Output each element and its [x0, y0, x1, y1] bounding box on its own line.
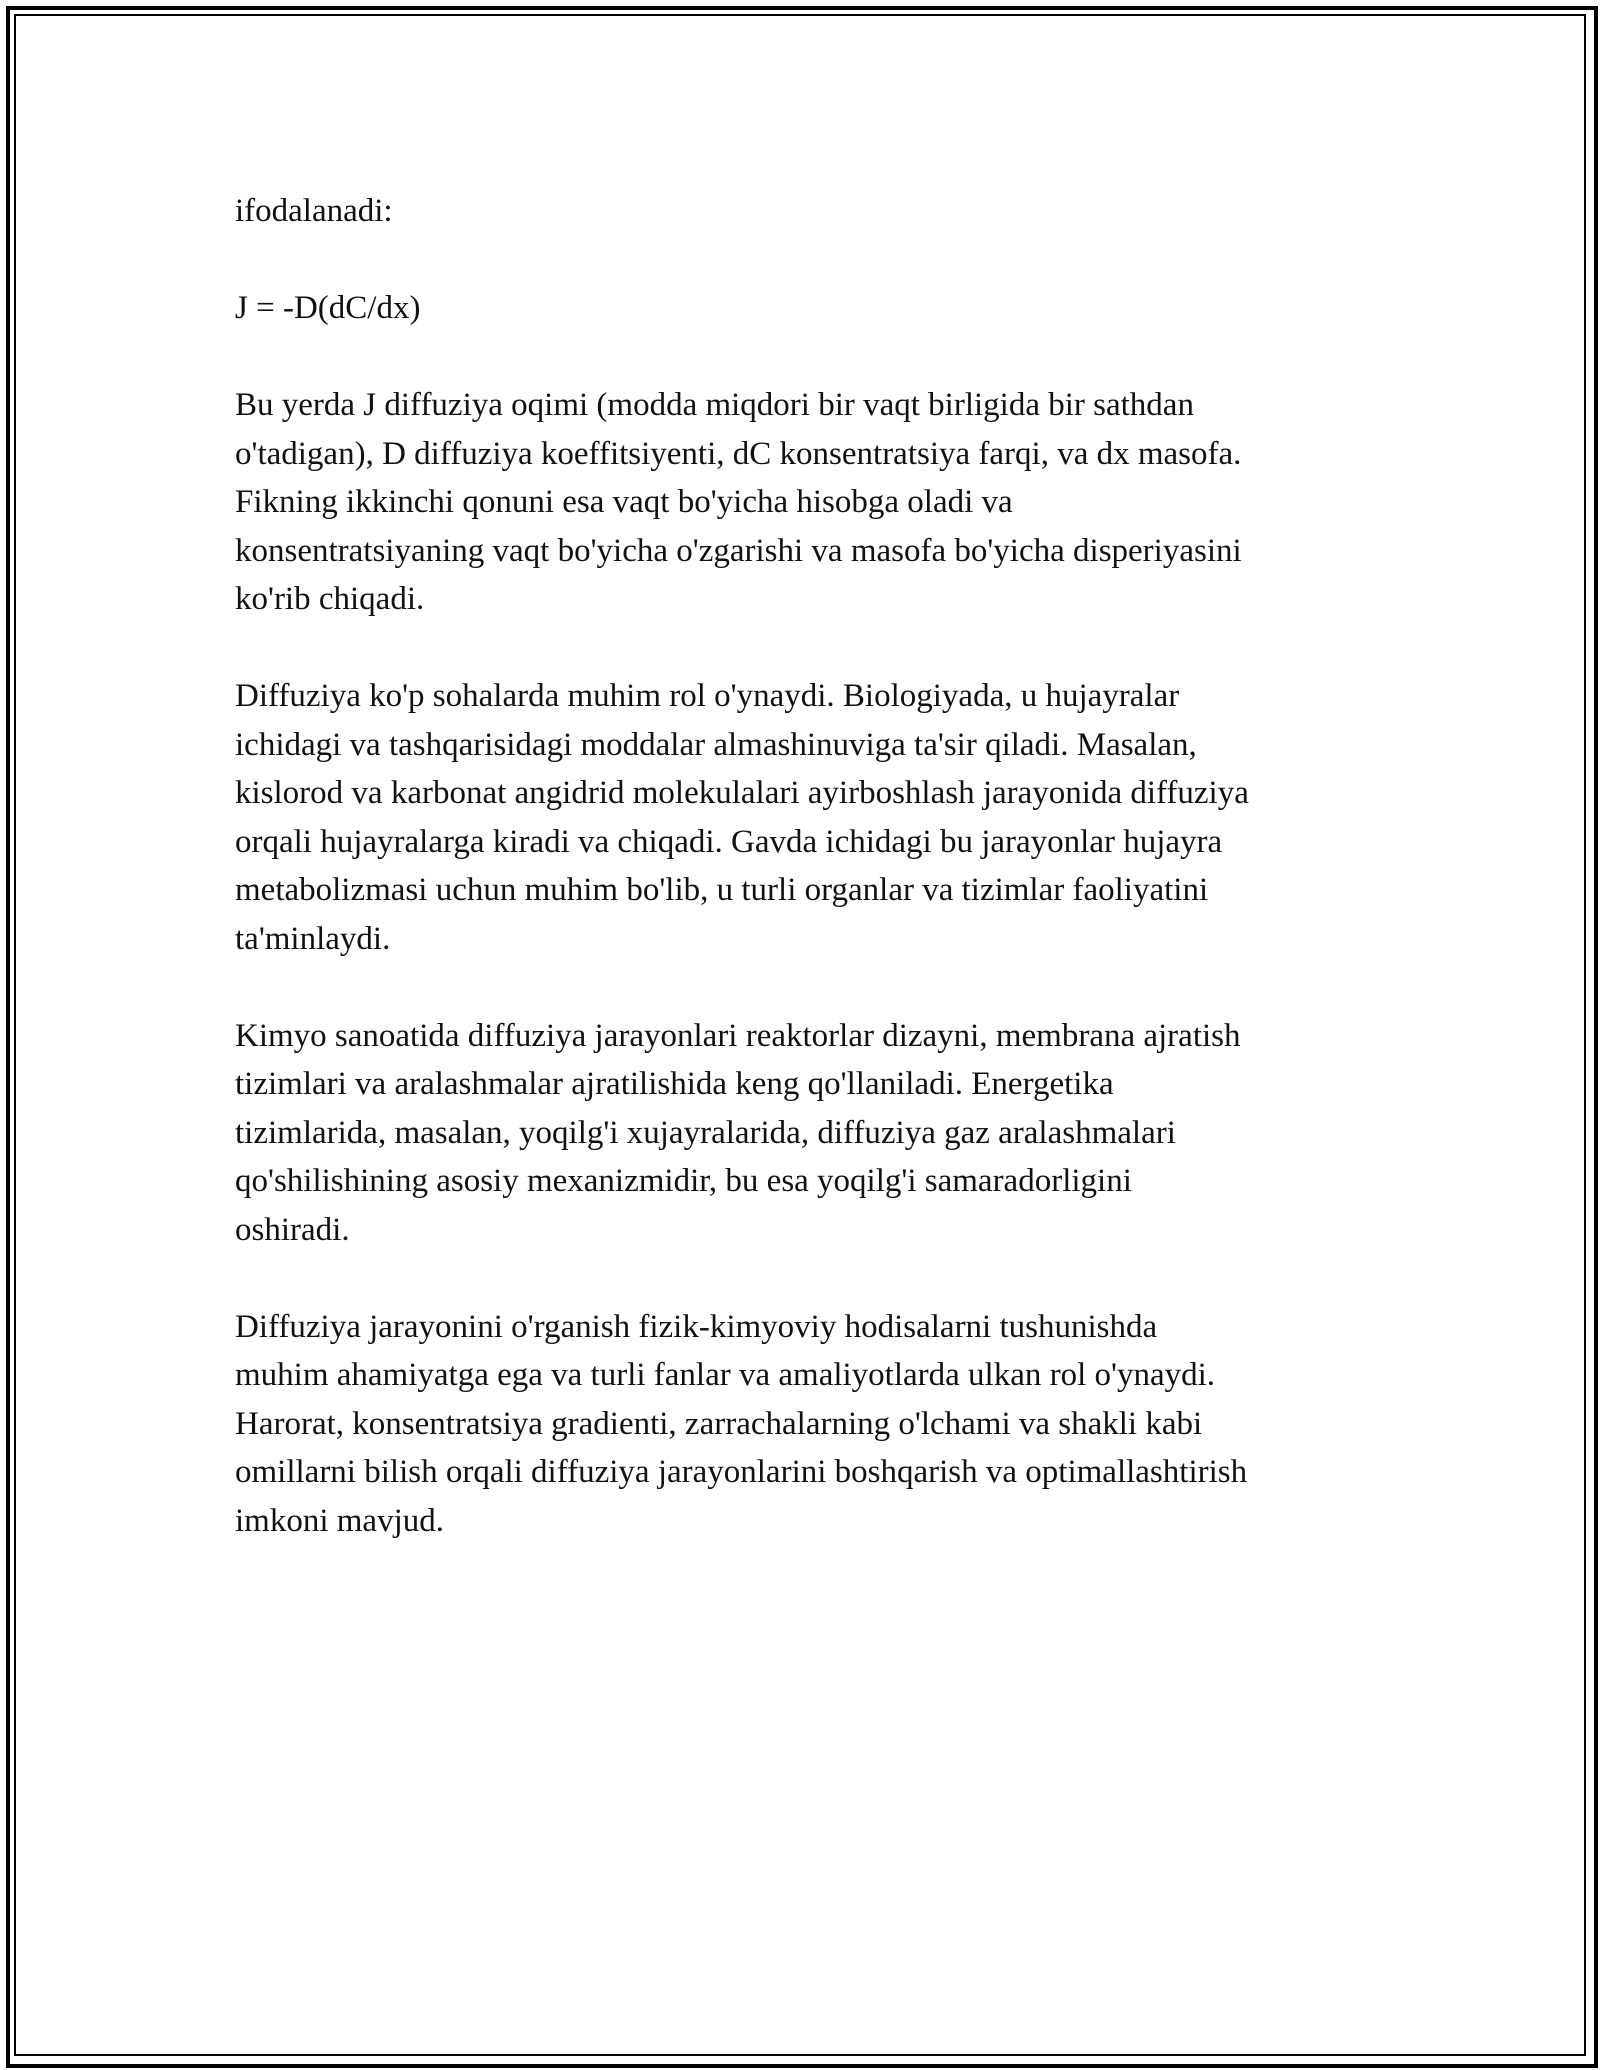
paragraph-chemical-industry: Kimyo sanoatida diffuziya jarayonlari reaktorlar dizayni, membrana ajratish tizimlari va aralashmalar ajratilishida keng qo'llaniladi. Energetika tizimlarida, masalan, yoqilg'i xujayralarida, diffuziya gaz aralashmalari qo'shilishining asosiy mexanizmidir, bu esa yoqilg'i samaradorligini oshiradi.	[235, 1017, 1241, 1248]
paragraph-formula: J = -D(dC/dx)	[235, 290, 421, 326]
paragraph-conclusion: Diffuziya jarayonini o'rganish fizik-kimyoviy hodisalarni tushunishda muhim ahamiyatga ega va turli fanlar va amaliyotlarda ulkan rol o'ynaydi. Harorat, konsentratsiya gradienti, zarrachalarning o'lchami va shakli kabi omillarni bilish orqali diffuziya jarayonlarini boshqarish va optimallashtirish imkoni mavjud.	[235, 1308, 1248, 1539]
document-body	[235, 187, 1375, 1594]
paragraph-intro-fragment: ifodalanadi:	[235, 193, 393, 229]
paragraph-biology: Diffuziya ko'p sohalarda muhim rol o'ynaydi. Biologiyada, u hujayralar ichidagi va tashqarisidagi moddalar almashinuviga ta'sir qiladi. Masalan, kislorod va karbonat angidrid molekulalari ayirboshlash jarayonida diffuziya orqali hujayralarga kiradi va chiqadi. Gavda ichidagi bu jarayonlar hujayra metabolizmasi uchun muhim bo'lib, u turli organlar va tizimlar faoliyatini ta'minlaydi.	[235, 678, 1249, 957]
paragraph-fick-law-explanation: Bu yerda J diffuziya oqimi (modda miqdori bir vaqt birligida bir sathdan o'tadigan), D diffuziya koeffitsiyenti, dC konsentratsiya farqi, va dx masofa. Fikning ikkinchi qonuni esa vaqt bo'yicha hisobga oladi va konsentratsiyaning vaqt bo'yicha o'zgarishi va masofa bo'yicha disperiyasini ko'rib chiqadi.	[235, 387, 1242, 617]
